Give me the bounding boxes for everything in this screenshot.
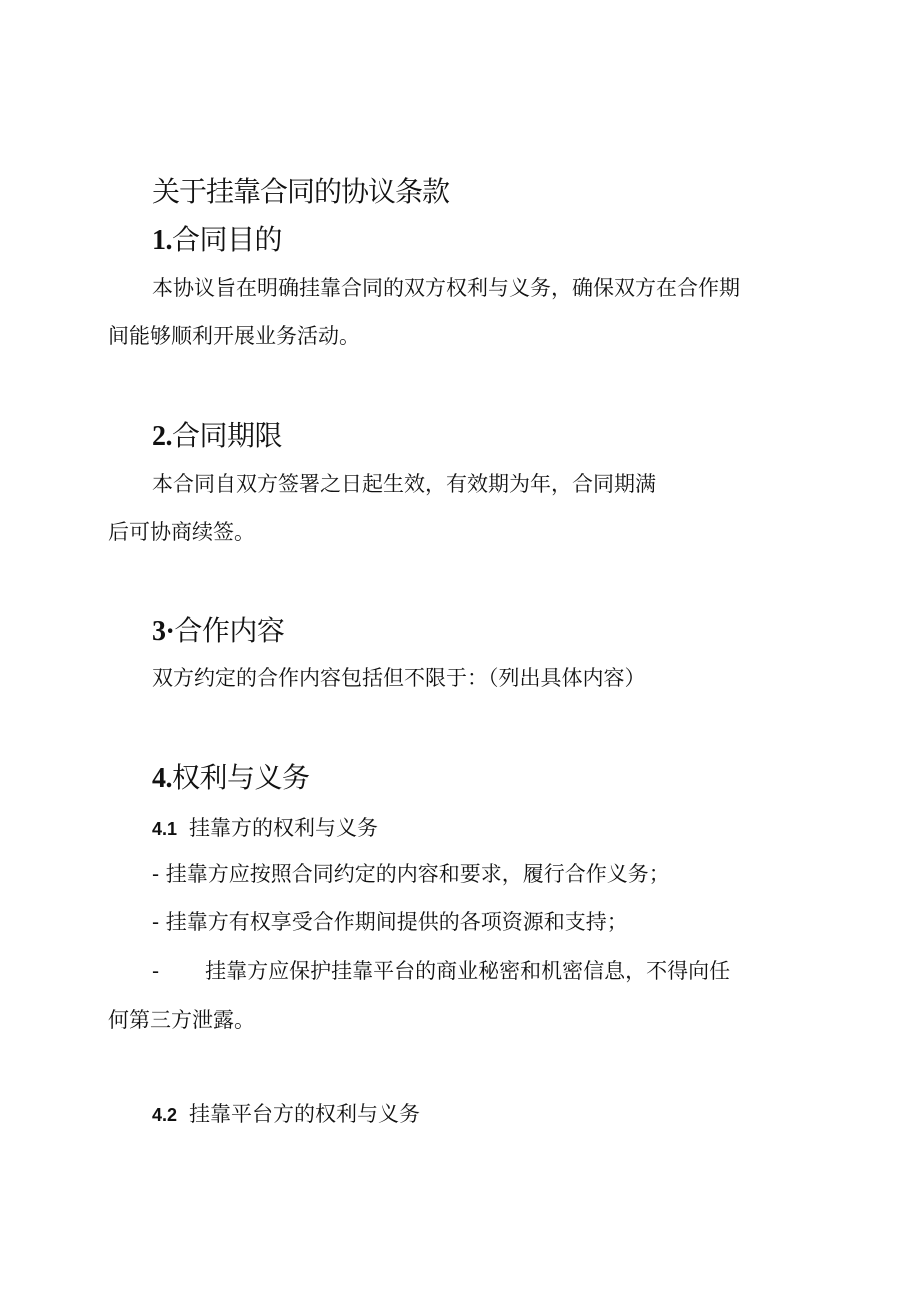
list-dash: - [152,959,160,983]
list-item [152,955,730,985]
section-heading-1 [152,218,282,258]
list-item-continuation: 何第三方泄露。 [108,1008,255,1032]
paragraph-line: 双方约定的合作内容包括但不限于：（列出具体内容） [152,666,646,690]
list-item: - 挂靠方有权享受合作期间提供的各项资源和支持； [152,910,628,934]
section-title: 合同目的 [172,223,283,256]
section-heading-4 [152,756,310,796]
subsection-heading-4-2 [152,1098,420,1128]
subsection-title: 挂靠方的权利与义务 [189,816,379,840]
list-item: - 挂靠方应按照合同约定的内容和要求，履行合作义务； [152,862,670,886]
paragraph-line: 间能够顺利开展业务活动。 [108,324,360,348]
document-title: 关于挂靠合同的协议条款 [152,175,450,208]
section-number: 4. [152,763,172,794]
section-title: 权利与义务 [172,761,310,794]
subsection-title: 挂靠平台方的权利与义务 [189,1102,421,1126]
list-item-text: 挂靠方应保护挂靠平台的商业秘密和机密信息，不得向任 [205,959,731,983]
subsection-number: 4.1 [152,819,178,839]
section-title: 合作内容 [174,614,285,647]
section-heading-3 [152,609,284,649]
section-number: 1. [152,225,172,256]
subsection-heading-4-1 [152,812,378,842]
section-title: 合同期限 [172,419,283,452]
paragraph-line: 本合同自双方签署之日起生效，有效期为年，合同期满 [152,472,656,496]
paragraph-line: 后可协商续签。 [108,520,255,544]
section-number: 3· [152,616,175,647]
section-heading-2 [152,414,282,454]
subsection-number: 4.2 [152,1105,178,1125]
section-number: 2. [152,421,172,452]
paragraph-line: 本协议旨在明确挂靠合同的双方权利与义务，确保双方在合作期 [152,276,740,300]
